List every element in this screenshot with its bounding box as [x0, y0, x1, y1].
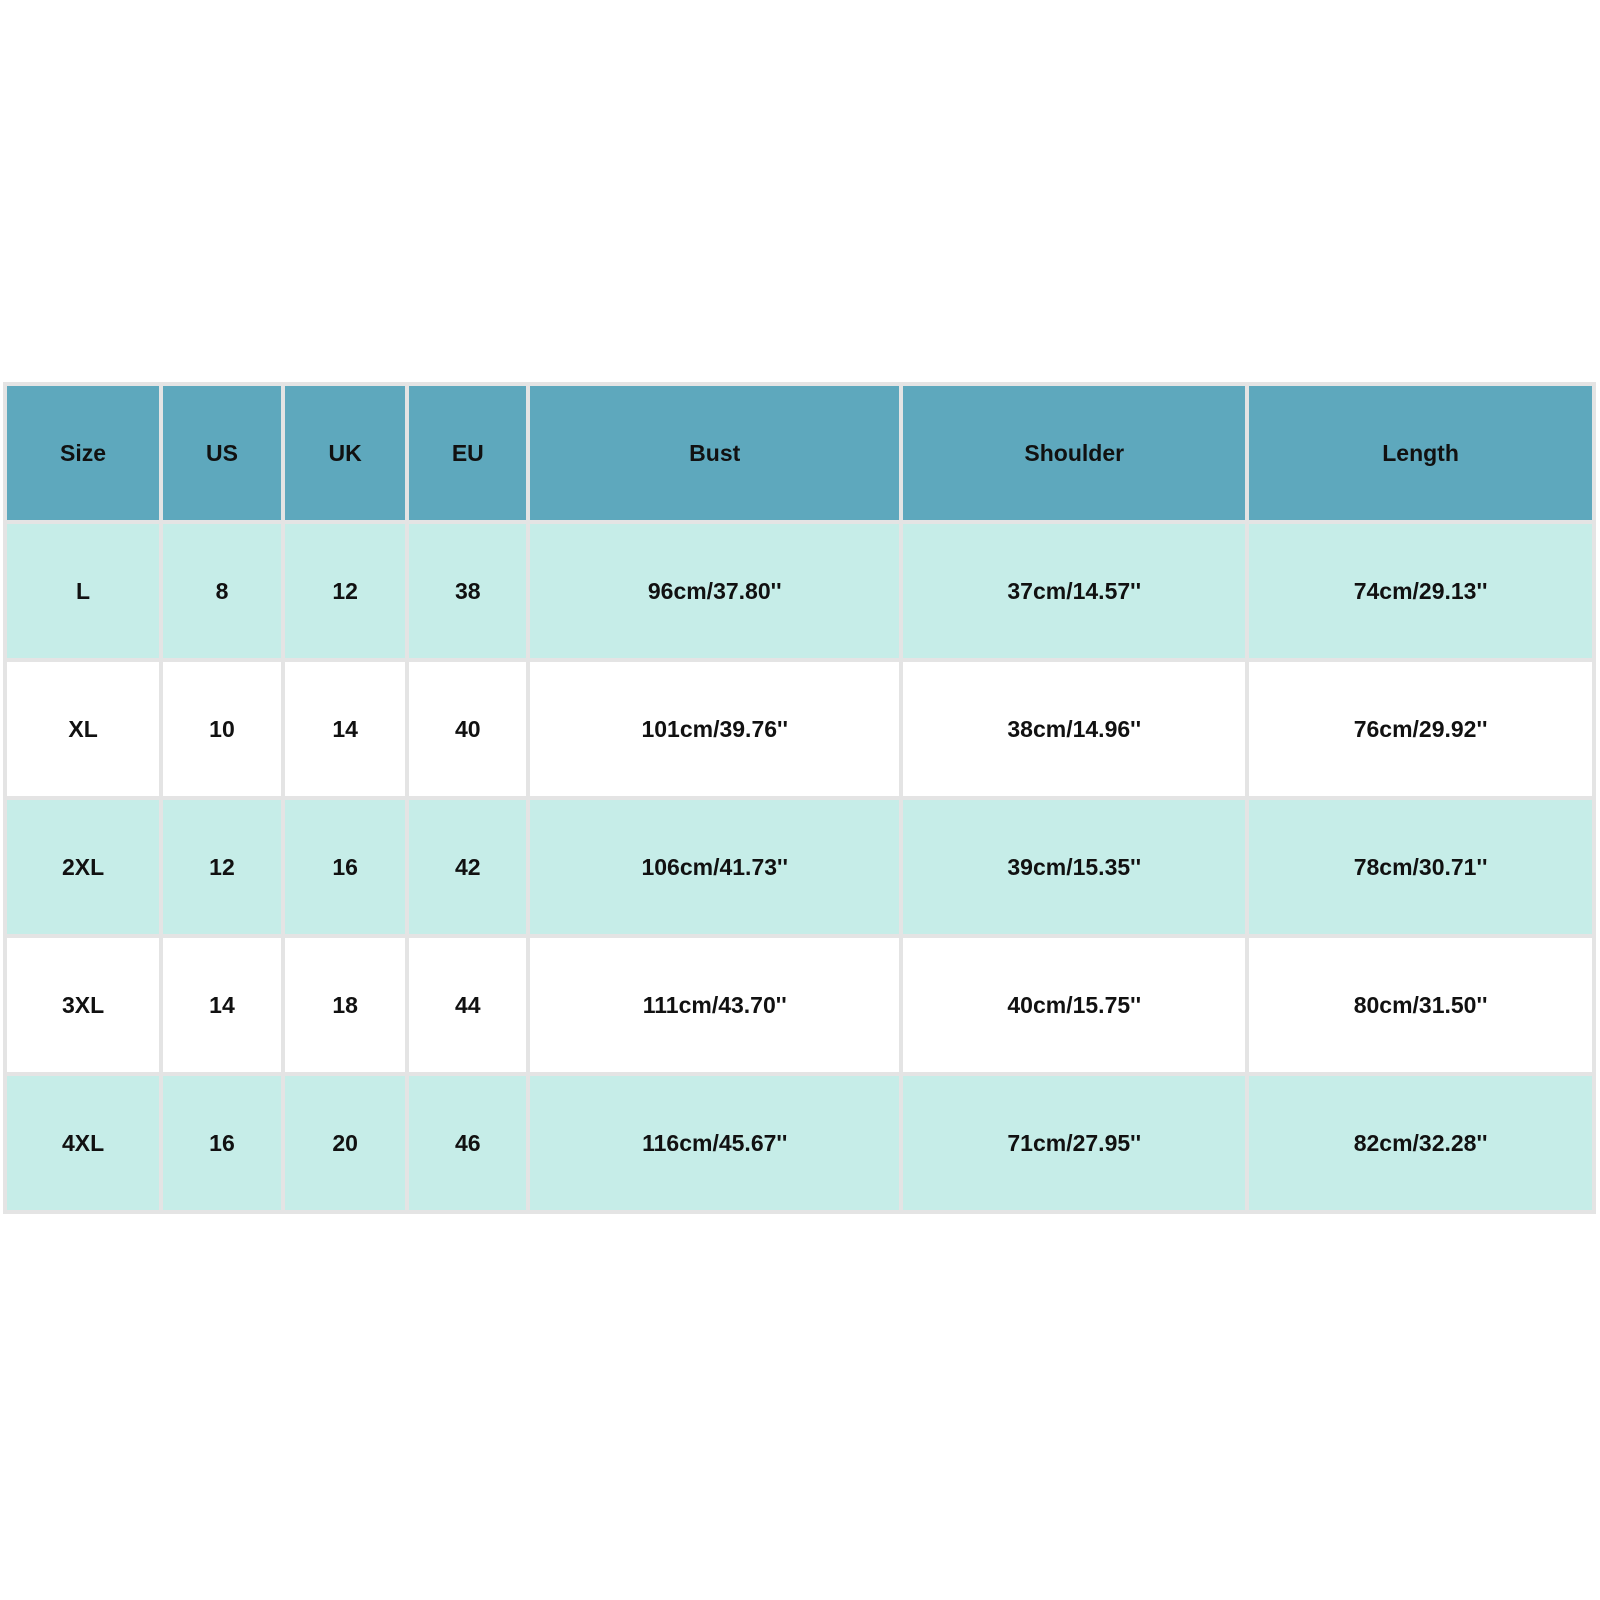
cell-bust: 106cm/41.73'': [530, 800, 899, 934]
cell-bust: 111cm/43.70'': [530, 938, 899, 1072]
header-bust: Bust: [530, 386, 899, 520]
cell-uk: 12: [285, 524, 406, 658]
cell-length: 74cm/29.13'': [1249, 524, 1592, 658]
cell-eu: 40: [409, 662, 526, 796]
header-shoulder: Shoulder: [903, 386, 1245, 520]
cell-shoulder: 37cm/14.57'': [903, 524, 1245, 658]
table-row: [7, 662, 1592, 796]
table-row: [7, 1076, 1592, 1210]
cell-uk: 14: [285, 662, 406, 796]
cell-bust: 96cm/37.80'': [530, 524, 899, 658]
cell-size: 2XL: [7, 800, 159, 934]
header-length: Length: [1249, 386, 1592, 520]
cell-eu: 44: [409, 938, 526, 1072]
cell-bust: 101cm/39.76'': [530, 662, 899, 796]
table-row: [7, 524, 1592, 658]
cell-size: L: [7, 524, 159, 658]
header-us: US: [163, 386, 281, 520]
cell-uk: 20: [285, 1076, 406, 1210]
cell-eu: 46: [409, 1076, 526, 1210]
cell-us: 10: [163, 662, 281, 796]
cell-us: 12: [163, 800, 281, 934]
cell-shoulder: 38cm/14.96'': [903, 662, 1245, 796]
cell-size: 3XL: [7, 938, 159, 1072]
table-row: [7, 800, 1592, 934]
cell-eu: 38: [409, 524, 526, 658]
cell-bust: 116cm/45.67'': [530, 1076, 899, 1210]
cell-us: 16: [163, 1076, 281, 1210]
cell-length: 78cm/30.71'': [1249, 800, 1592, 934]
header-uk: UK: [285, 386, 406, 520]
table-header-row: [7, 386, 1592, 520]
header-eu: EU: [409, 386, 526, 520]
cell-shoulder: 71cm/27.95'': [903, 1076, 1245, 1210]
size-chart-table: [3, 382, 1596, 1214]
cell-length: 80cm/31.50'': [1249, 938, 1592, 1072]
cell-uk: 18: [285, 938, 406, 1072]
cell-length: 76cm/29.92'': [1249, 662, 1592, 796]
cell-uk: 16: [285, 800, 406, 934]
cell-size: 4XL: [7, 1076, 159, 1210]
header-size: Size: [7, 386, 159, 520]
cell-shoulder: 39cm/15.35'': [903, 800, 1245, 934]
cell-size: XL: [7, 662, 159, 796]
cell-us: 14: [163, 938, 281, 1072]
cell-eu: 42: [409, 800, 526, 934]
table-row: [7, 938, 1592, 1072]
cell-length: 82cm/32.28'': [1249, 1076, 1592, 1210]
cell-us: 8: [163, 524, 281, 658]
cell-shoulder: 40cm/15.75'': [903, 938, 1245, 1072]
